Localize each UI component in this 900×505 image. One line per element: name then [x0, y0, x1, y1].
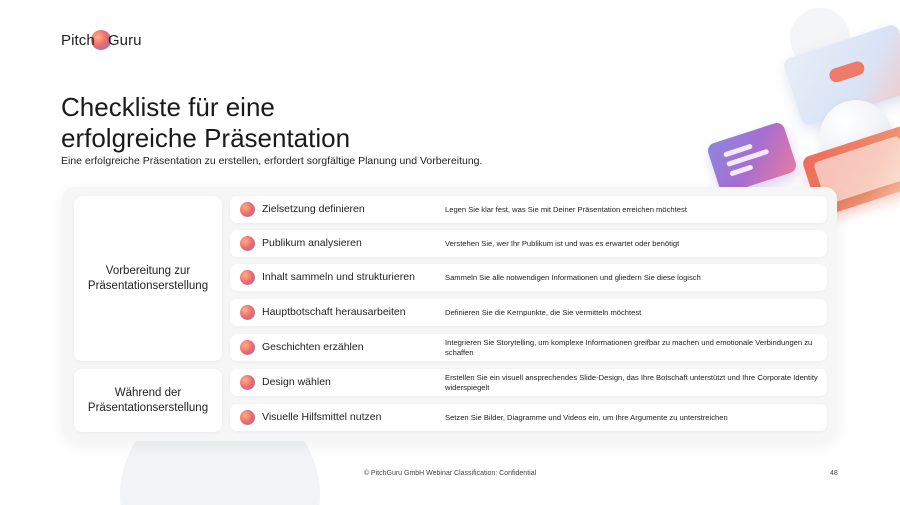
slide-title	[61, 92, 481, 154]
checklist-item-title: Geschichten erzählen	[262, 341, 364, 353]
slide-title-line-1: Checkliste für eine	[61, 92, 275, 122]
phase-label-line-2: Präsentationserstellung	[87, 401, 209, 414]
checklist-item-description: Sammeln Sie alle notwendigen Informationen und gliedern Sie diese logisch	[445, 272, 701, 282]
checklist-item-description: Definieren Sie die Kernpunkte, die Sie vermitteln möchtest	[445, 307, 642, 317]
logo-text-guru: Guru	[107, 31, 142, 49]
phase-card-preparation	[74, 196, 222, 361]
checklist-item-title: Visuelle Hilfsmittel nutzen	[262, 411, 382, 423]
checklist-item-title: Zielsetzung definieren	[262, 203, 365, 215]
bullet-orb-icon	[240, 270, 255, 285]
bullet-orb-icon	[240, 236, 255, 251]
checklist-item-description: Setzen Sie Bilder, Diagramme und Videos ein, um Ihre Argumente zu unterstreichen	[445, 412, 728, 422]
checklist-item-title: Hauptbotschaft herausarbeiten	[262, 306, 406, 318]
slide-title-line-2: erfolgreiche Präsentation	[61, 123, 351, 153]
checklist-item	[230, 299, 827, 326]
decorative-card-illustration	[706, 121, 798, 195]
checklist-item	[230, 264, 827, 291]
checklist-item-title: Publikum analysieren	[262, 237, 362, 249]
checklist-item	[230, 196, 827, 223]
checklist-item-description: Erstellen Sie ein visuell ansprechendes Slide-Design, das Ihre Botschaft unterstützt und Ihre Corporate Identity widerspiegelt	[445, 372, 818, 392]
bullet-orb-icon	[240, 375, 255, 390]
logo-text-pitch: Pitch	[61, 31, 95, 49]
slide-subtitle: Eine erfolgreiche Präsentation zu erstellen, erfordert sorgfältige Planung und Vorbereitung.	[61, 155, 483, 167]
checklist-item-title: Inhalt sammeln und strukturieren	[262, 271, 415, 283]
footer-confidentiality: © PitchGuru GmbH Webinar Classification: Confidential	[363, 470, 537, 477]
checklist-item	[230, 404, 827, 431]
phase-label-line-1: Während der	[114, 386, 182, 399]
pitchguru-logo	[61, 30, 142, 50]
checklist-item-description: Integrieren Sie Storytelling, um komplexe Informationen greifbar zu machen und emotionale Verbindungen zu schaffen	[445, 337, 813, 357]
bullet-orb-icon	[240, 340, 255, 355]
phase-card-during	[74, 369, 222, 432]
checklist-item	[230, 334, 827, 361]
bullet-orb-icon	[240, 202, 255, 217]
phase-label-line-2: Präsentationserstellung	[87, 279, 209, 292]
checklist-item-description: Legen Sie klar fest, was Sie mit Deiner Präsentation erreichen möchtest	[445, 204, 687, 214]
checklist-item-title: Design wählen	[262, 376, 331, 388]
phase-label-line-1: Vorbereitung zur	[105, 264, 191, 277]
checklist-item	[230, 230, 827, 257]
checklist-item-description: Verstehen Sie, wer Ihr Publikum ist und was es erwartet oder benötigt	[445, 238, 680, 248]
bullet-orb-icon	[240, 410, 255, 425]
bullet-orb-icon	[240, 305, 255, 320]
checklist-item	[230, 369, 827, 396]
page-number: 48	[830, 470, 838, 477]
